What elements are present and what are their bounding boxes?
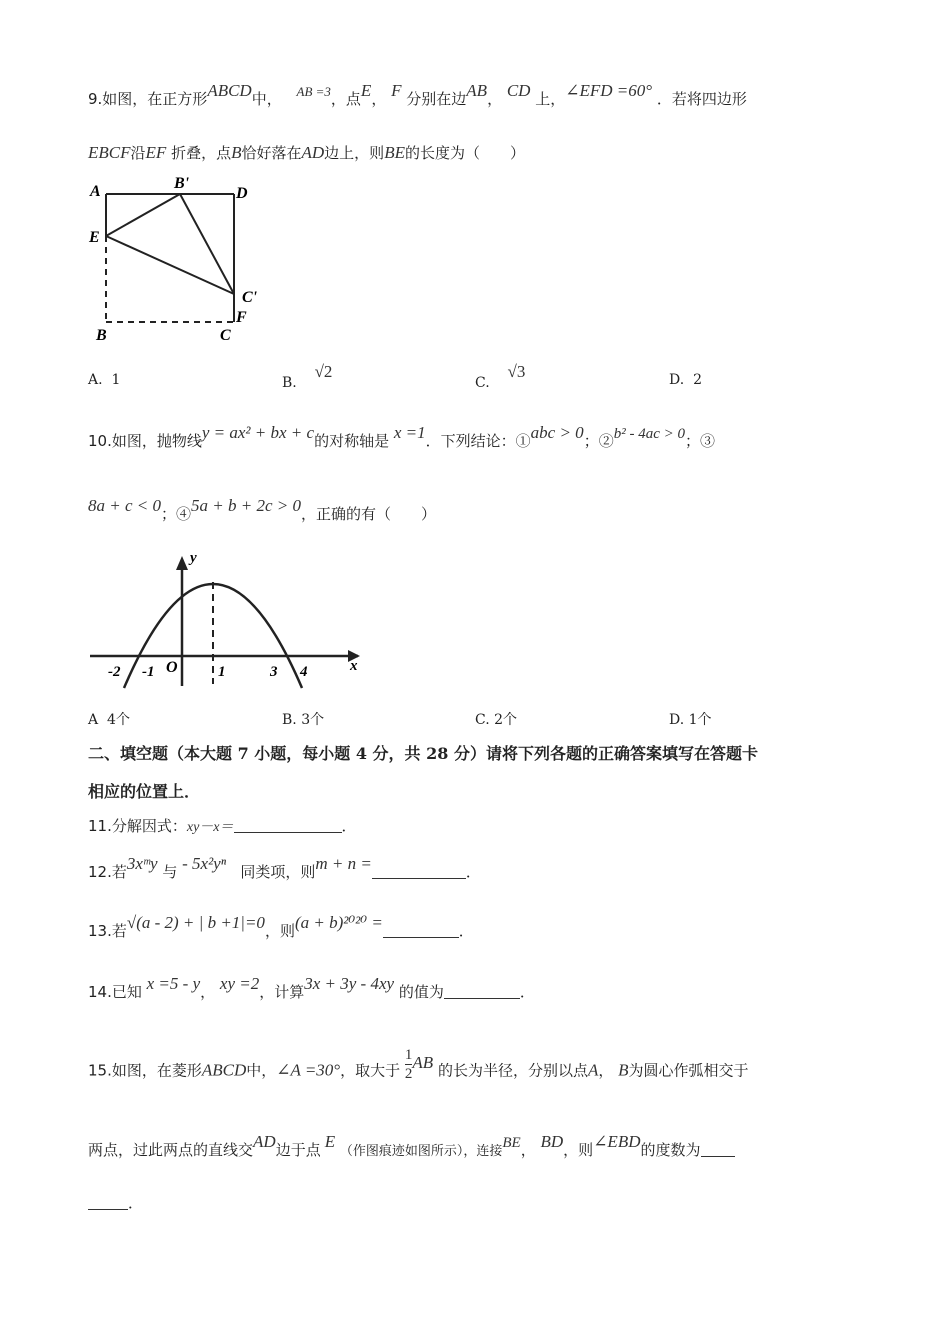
q9-text: 的长度为（ ） bbox=[404, 144, 525, 162]
q12-text: 同类项，则 bbox=[240, 863, 316, 881]
q10-stem-line1 bbox=[88, 423, 870, 453]
q9-option-a[interactable] bbox=[88, 372, 120, 388]
q10-parabola-graph bbox=[86, 548, 376, 690]
origin-label: O bbox=[166, 659, 178, 676]
option-label: B. bbox=[282, 375, 297, 391]
option-label: B. bbox=[282, 712, 297, 728]
label-f: F bbox=[236, 309, 247, 326]
q9-text: 沿 bbox=[130, 144, 146, 162]
y-axis-arrow bbox=[176, 556, 188, 570]
q10-conclusion-3: 8a + c < 0 bbox=[88, 496, 161, 515]
q14-tail: ． bbox=[519, 983, 535, 1001]
q14-condition-2: xy =2 bbox=[219, 974, 260, 993]
q14-condition-1: x =5 - y bbox=[146, 974, 201, 993]
q12-expression: m + n = bbox=[315, 854, 372, 873]
option-label: A bbox=[88, 712, 99, 728]
label-a: A bbox=[90, 183, 101, 200]
q15-segment-be: BE bbox=[502, 1135, 521, 1151]
q10-axis-eq: x =1 bbox=[393, 423, 426, 442]
q11-tail: ． bbox=[341, 817, 357, 835]
q15-angle-a: ∠A =30° bbox=[276, 1060, 341, 1080]
option-value: 4个 bbox=[107, 712, 130, 728]
q9-text: 恰好落在 bbox=[241, 144, 302, 162]
q15-prefix: 15.如图，在菱形 bbox=[88, 1061, 202, 1080]
q10-option-a[interactable] bbox=[88, 709, 130, 729]
q15-stem-line3 bbox=[88, 1192, 870, 1214]
q15-text: 边于点 bbox=[275, 1141, 321, 1159]
q9-option-d[interactable] bbox=[669, 372, 702, 388]
q10-conclusion-1: abc > 0 bbox=[530, 423, 584, 442]
q15-point-b: B bbox=[618, 1060, 629, 1080]
q15-answer-blank-start[interactable] bbox=[701, 1140, 735, 1157]
q14-stem: 14.已知 x =5 - y， xy =2，计算3x + 3y - 4xy 的值为 ． bbox=[88, 974, 535, 1001]
q15-text: 中， bbox=[246, 1061, 277, 1080]
q9-point-f: F bbox=[391, 81, 402, 100]
q9-square-figure bbox=[86, 172, 276, 348]
q9-point-b: B bbox=[231, 143, 242, 162]
q15-text: ，则 bbox=[563, 1141, 594, 1159]
q10-parabola-eq: y = ax² + bx + c bbox=[201, 423, 315, 442]
q10-text: ；③ bbox=[684, 432, 715, 450]
label-c-prime: C' bbox=[242, 289, 258, 306]
edge-eb-prime bbox=[106, 194, 180, 236]
tick-minus-1: -1 bbox=[142, 664, 155, 680]
label-e: E bbox=[89, 229, 100, 246]
q10-option-b[interactable] bbox=[282, 709, 324, 729]
option-value: √2 bbox=[314, 362, 333, 381]
q15-rhombus-name: ABCD bbox=[201, 1060, 247, 1080]
x-axis-label: x bbox=[350, 658, 358, 674]
q15-tail: ． bbox=[128, 1194, 144, 1212]
q9-text: 边上，则 bbox=[324, 144, 385, 162]
q15-stem-line1: 15.如图，在菱形ABCD中，∠A =30°，取大于 $\frac{1}{2}$ AB 的长为半径，分别以点A， B为圆心作弧相交于 bbox=[88, 1047, 749, 1082]
q9-ab-length: AB =3 bbox=[296, 84, 331, 99]
q15-segment-bd: BD bbox=[540, 1132, 564, 1151]
q9-fold-line: EF bbox=[145, 143, 167, 162]
tick-minus-2: -2 bbox=[108, 664, 121, 680]
q12-answer-blank[interactable] bbox=[372, 862, 466, 879]
option-label: D. bbox=[669, 712, 685, 728]
q15-angle-ebd: ∠EBD bbox=[593, 1132, 641, 1151]
q10-text: ；④ bbox=[161, 505, 192, 523]
fraction-numerator: 1 bbox=[404, 1047, 413, 1063]
q9-angle: ∠EFD =60° bbox=[565, 81, 653, 100]
q13-text: ，则 bbox=[264, 922, 295, 940]
q9-text: ，点 bbox=[330, 90, 361, 108]
option-value: 2个 bbox=[494, 712, 518, 728]
q9-side-ab: AB bbox=[466, 81, 488, 100]
option-value: √3 bbox=[507, 362, 526, 381]
q15-stem-line2: 两点，过此两点的直线交AD边于点 E （作图痕迹如图所示），连接BE， BD，则∠EBD的度数为 bbox=[88, 1139, 870, 1163]
q15-segment-ab: AB bbox=[412, 1052, 434, 1072]
q10-option-d[interactable] bbox=[669, 709, 712, 729]
q9-square-name: ABCD bbox=[207, 81, 252, 100]
label-b: B bbox=[96, 327, 107, 344]
q9-stem-line2 bbox=[88, 142, 870, 164]
q12-prefix: 12.若 bbox=[88, 863, 127, 881]
q12-stem bbox=[88, 854, 870, 883]
q9-quad-name: EBCF bbox=[88, 143, 131, 162]
q9-segment-be: BE bbox=[384, 143, 405, 162]
q15-text: 两点，过此两点的直线交 bbox=[88, 1141, 254, 1159]
q14-expression: 3x + 3y - 4xy bbox=[304, 974, 395, 993]
q15-text: （作图痕迹如图所示），连接 bbox=[339, 1144, 503, 1159]
option-value: 1个 bbox=[688, 712, 712, 728]
q12-term-1: 3xᵐy bbox=[126, 854, 158, 873]
q9-text: 分别在边 bbox=[406, 90, 467, 108]
option-value: 1 bbox=[111, 372, 121, 388]
q15-answer-blank-end[interactable] bbox=[88, 1193, 128, 1210]
tick-4: 4 bbox=[300, 664, 308, 680]
q15-point-a: A bbox=[587, 1060, 599, 1080]
q9-text: ．若将四边形 bbox=[656, 90, 747, 108]
label-b-prime: B' bbox=[174, 175, 190, 192]
q13-tail: ． bbox=[458, 922, 474, 940]
q12-text: 与 bbox=[162, 863, 178, 881]
q14-prefix: 14.已知 bbox=[88, 983, 142, 1001]
edge-ef bbox=[106, 236, 234, 294]
q10-option-c[interactable] bbox=[475, 709, 517, 729]
q15-point-e: E bbox=[324, 1132, 336, 1151]
q13-stem bbox=[88, 913, 870, 942]
q9-option-b[interactable] bbox=[282, 362, 333, 391]
q9-text: 中， bbox=[251, 90, 282, 108]
q11-answer-blank[interactable] bbox=[234, 816, 342, 833]
q12-tail: ． bbox=[465, 863, 481, 881]
q9-prefix: 9.如图，在正方形 bbox=[88, 90, 208, 108]
q15-text: 的度数为 bbox=[640, 1141, 701, 1159]
label-c: C bbox=[220, 327, 231, 344]
q13-condition: √(a - 2) + | b +1|=0 bbox=[126, 913, 265, 932]
q10-text: ，正确的有（ ） bbox=[300, 505, 436, 523]
q9-point-e: E bbox=[360, 81, 372, 100]
q10-conclusion-4: 5a + b + 2c > 0 bbox=[191, 496, 301, 515]
q14-text: ，计算 bbox=[259, 983, 305, 1001]
q9-stem-line1: 9.如图，在正方形ABCD中， AB =3，点E， F 分别在边AB， CD 上，∠EFD =60° ．若将四边形 bbox=[88, 81, 747, 108]
q9-option-c[interactable] bbox=[475, 362, 526, 391]
q15-text: 为圆心作弧相交于 bbox=[628, 1061, 749, 1080]
y-axis-label: y bbox=[190, 550, 197, 566]
option-value: 2 bbox=[693, 372, 703, 388]
option-value: 3个 bbox=[301, 712, 325, 728]
q11-prefix: 11.分解因式： bbox=[88, 817, 187, 835]
option-label: C. bbox=[475, 712, 490, 728]
label-d: D bbox=[236, 185, 248, 202]
q13-expression: (a + b)²⁰²⁰ = bbox=[294, 913, 383, 932]
section-2-heading-cont: 相应的位置上． bbox=[88, 782, 201, 801]
tick-3: 3 bbox=[270, 664, 278, 680]
q9-text: 折叠，点 bbox=[171, 144, 232, 162]
q15-text: ，取大于 bbox=[340, 1061, 401, 1080]
q13-prefix: 13.若 bbox=[88, 922, 127, 940]
q9-side-ad: AD bbox=[301, 143, 325, 162]
q9-text: 上， bbox=[535, 90, 566, 108]
q15-side-ad: AD bbox=[253, 1132, 276, 1151]
option-label: D. bbox=[669, 372, 685, 388]
q14-text: 的值为 bbox=[398, 983, 444, 1001]
q10-stem-line2 bbox=[88, 496, 870, 525]
q10-text: ；② bbox=[583, 432, 614, 450]
q11-expression: xy－x＝ bbox=[186, 820, 234, 835]
option-label: C. bbox=[475, 375, 490, 391]
tick-1: 1 bbox=[218, 664, 226, 680]
q10-text: 的对称轴是 bbox=[314, 432, 390, 450]
q12-term-2: - 5x²yⁿ bbox=[182, 854, 227, 873]
section-2-heading: 二、填空题（本大题 7 小题，每小题 4 分，共 28 分）请将下列各题的正确答案填写在答题卡 bbox=[88, 744, 758, 763]
q9-side-cd: CD bbox=[506, 81, 531, 100]
q11-stem bbox=[88, 815, 870, 839]
q15-text: 的长为半径，分别以点 bbox=[437, 1061, 588, 1080]
q10-prefix: 10.如图，抛物线 bbox=[88, 432, 202, 450]
q14-answer-blank[interactable] bbox=[444, 982, 520, 999]
edge-b-prime-c-prime bbox=[180, 194, 234, 294]
fraction-denominator: 2 bbox=[404, 1066, 413, 1082]
q10-conclusion-2: b² - 4ac > 0 bbox=[613, 426, 685, 442]
q13-answer-blank[interactable] bbox=[383, 921, 459, 938]
option-label: A. bbox=[88, 372, 103, 388]
q10-text: ．下列结论：① bbox=[425, 432, 531, 450]
